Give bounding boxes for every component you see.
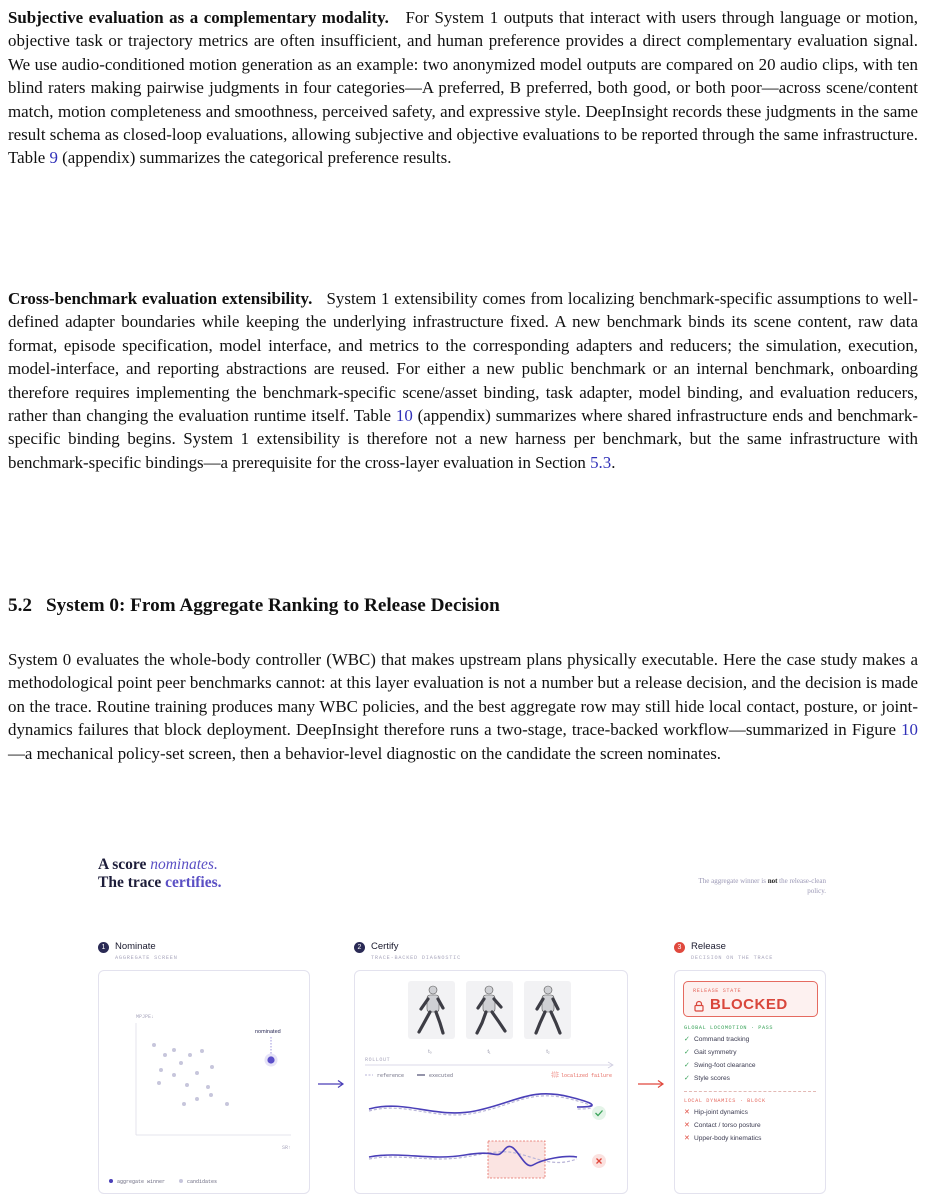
check-item-label: Gait symmetry	[694, 1049, 737, 1056]
check-item	[684, 1048, 737, 1056]
release-state-label: RELEASE STATE	[693, 988, 742, 994]
candidate-point	[157, 1081, 161, 1085]
candidate-point	[188, 1053, 192, 1057]
headline-text: A score	[98, 856, 151, 873]
section-heading	[8, 595, 500, 617]
flow-arrow-icon	[636, 1078, 666, 1090]
candidate-point	[172, 1073, 176, 1077]
paragraph-cross-benchmark	[8, 287, 918, 474]
release-state-box	[683, 981, 818, 1017]
candidate-point	[195, 1071, 199, 1075]
paragraph-tail: —a mechanical policy-set screen, then a behavior-level diagnostic on the candidate the screen nominates.	[8, 743, 722, 763]
candidate-point	[200, 1049, 204, 1053]
note-emphasis: not	[767, 877, 778, 885]
panel-certify	[354, 970, 628, 1194]
stage-subtitle: TRACE-BACKED DIAGNOSTIC	[371, 955, 461, 961]
candidate-point	[185, 1083, 189, 1087]
candidate-point	[209, 1093, 213, 1097]
winner-point	[267, 1056, 274, 1063]
frame-label: t₂	[546, 1049, 550, 1055]
flow-arrow-icon	[316, 1078, 346, 1090]
frame-label: t₁	[487, 1049, 491, 1055]
block-item	[684, 1121, 761, 1129]
paragraph-tail: (appendix) summarizes the categorical preference results.	[57, 148, 452, 168]
check-item	[684, 1035, 749, 1043]
table-reference-link[interactable]: 10	[395, 406, 413, 426]
stage-number: 3	[674, 942, 685, 953]
candidate-point	[163, 1053, 167, 1057]
paragraph-body: System 1 extensibility comes from localizing benchmark-specific assumptions to well-defined adapter boundaries while keeping the underlying infrastructure fixed. A new benchmark binds its scene content, raw data format, episode specification, model interface, and metrics to the corresponding adapters and reducers; the simulation, execution, model-interface, and reporting abstractions are reused. For either a new public benchmark or an internal benchmark, onboarding therefore requires implementing the benchmark-specific scene/asset binding, task adapter, model binding, and evaluation reducers, rather than changing the evaluation runtime itself. Table	[8, 289, 918, 426]
divider	[684, 1091, 816, 1092]
stage-subtitle: DECISION ON THE TRACE	[691, 955, 774, 961]
x-axis-label: SR↑	[282, 1145, 292, 1151]
legend-failure-swatch	[552, 1072, 558, 1077]
local-dynamics-label: LOCAL DYNAMICS · BLOCK	[684, 1098, 766, 1104]
legend-candidates-label: candidates	[187, 1179, 218, 1185]
legend-winner-marker	[109, 1179, 113, 1183]
block-item	[684, 1134, 761, 1142]
localized-failure-region	[488, 1141, 545, 1178]
section-title: System 0: From Aggregate Ranking to Release Decision	[45, 595, 500, 616]
executed-trace-2	[369, 1146, 577, 1165]
legend-failure-label: localized failure	[561, 1073, 613, 1079]
headline-highlight: certifies.	[165, 874, 222, 891]
paragraph-lead: Subjective evaluation as a complementary modality.	[8, 8, 389, 27]
paragraph-lead: Cross-benchmark evaluation extensibility.	[8, 289, 313, 308]
aggregate-scatter	[99, 971, 309, 1193]
y-axis-label: MPJPE↓	[136, 1014, 155, 1020]
section-number: 5.2	[8, 595, 32, 616]
headline-emphasis: nominates.	[150, 856, 218, 873]
candidate-point	[225, 1102, 229, 1106]
legend-candidates-marker	[179, 1179, 183, 1183]
candidate-point	[172, 1048, 176, 1052]
cross-icon: ✕	[684, 1122, 690, 1129]
check-icon: ✓	[684, 1062, 690, 1069]
robot-frame-t2	[524, 981, 571, 1039]
paragraph-body: For System 1 outputs that interact with users through language or motion, objective task or trajectory metrics are often insufficient, and human preference provides a direct complementary evaluation signal. We use audio-conditioned motion generation as an example: two anonymized model outputs are compared on 20 audio clips, with ten blind raters making pairwise judgments in four categories—A preferred, B preferred, both good, or both poor—across scene/content match, motion completeness and smoothness, perceived safety, and expressive style. DeepInsight records these judgments in the same result schema as closed-loop evaluations, allowing subjective and objective evaluations to be reported through the same infrastructure. Table	[8, 8, 918, 168]
paragraph-subjective-evaluation	[8, 6, 918, 170]
block-item-label: Contact / torso posture	[694, 1122, 761, 1129]
note-text: The aggregate winner is	[698, 877, 768, 885]
candidate-point	[159, 1068, 163, 1072]
legend-reference-label: reference	[377, 1073, 405, 1079]
figure-release-workflow	[96, 856, 832, 1196]
paragraph-tail: .	[611, 452, 616, 472]
robot-frame-t1	[466, 981, 513, 1039]
check-icon: ✓	[684, 1036, 690, 1043]
robot-frame-t0	[408, 981, 455, 1039]
winner-label: nominated	[255, 1029, 281, 1035]
rollout-label: ROLLOUT	[365, 1057, 391, 1063]
stage-number: 2	[354, 942, 365, 953]
stage-title: Nominate	[115, 941, 156, 952]
section-reference-link[interactable]: 5.3	[590, 452, 612, 472]
global-locomotion-label: GLOBAL LOCOMOTION · PASS	[684, 1025, 774, 1031]
check-item	[684, 1074, 730, 1082]
table-reference-link[interactable]: 9	[49, 148, 58, 168]
release-state-value: BLOCKED	[710, 996, 788, 1013]
stage-title: Certify	[371, 941, 399, 952]
frame-label: t₀	[428, 1049, 432, 1055]
block-item-label: Upper-body kinematics	[694, 1135, 762, 1142]
candidate-point	[152, 1043, 156, 1047]
reference-trace-1	[369, 1096, 592, 1115]
check-item	[684, 1061, 756, 1069]
candidate-point	[195, 1097, 199, 1101]
paragraph-system-0	[8, 648, 918, 765]
check-item-label: Style scores	[694, 1075, 730, 1082]
block-item-label: Hip-joint dynamics	[694, 1109, 748, 1116]
panel-release	[674, 970, 826, 1194]
candidate-point	[182, 1102, 186, 1106]
check-item-label: Swing-foot clearance	[694, 1062, 756, 1069]
figure-reference-link[interactable]: 10	[901, 720, 918, 740]
paragraph-body: System 0 evaluates the whole-body controller (WBC) that makes upstream plans physically executable. Here the case study makes a methodological point peer benchmarks cannot: at this layer evaluation is not a number but a release decision, and the decision is made on the trace. Routine training produces many WBC policies, and the best aggregate row may still hide local contact, posture, or joint-dynamics failures that block deployment. DeepInsight therefore runs a two-stage, trace-backed workflow—summarized in Figure	[8, 650, 918, 740]
check-icon: ✓	[684, 1075, 690, 1082]
panel-nominate	[98, 970, 310, 1194]
candidate-point	[179, 1061, 183, 1065]
trace-diagnostic	[355, 971, 627, 1193]
cross-icon: ✕	[684, 1109, 690, 1116]
candidate-point	[206, 1085, 210, 1089]
lock-icon	[693, 1000, 705, 1012]
check-item-label: Command tracking	[694, 1036, 750, 1043]
cross-icon: ✕	[684, 1135, 690, 1142]
headline-text: The trace	[98, 874, 166, 891]
stage-title: Release	[691, 941, 726, 952]
paragraph-mid: (appendix) summarizes where shared infrastructure ends and benchmark-specific binding begins. System 1 extensibility is therefore not a new harness per benchmark, but the same infrastructure with benchmark-specific bindings—a prerequisite for the cross-layer evaluation in Section	[8, 406, 919, 472]
note-text: the release-clean policy.	[777, 877, 826, 895]
figure-note	[686, 876, 826, 896]
candidate-point	[210, 1065, 214, 1069]
legend-executed-label: executed	[429, 1073, 454, 1079]
legend-winner-label: aggregate winner	[117, 1179, 166, 1185]
figure-headline	[98, 856, 222, 892]
check-icon: ✓	[684, 1049, 690, 1056]
stage-number: 1	[98, 942, 109, 953]
block-item	[684, 1108, 748, 1116]
stage-subtitle: AGGREGATE SCREEN	[115, 955, 178, 961]
pass-check-icon	[592, 1106, 606, 1120]
